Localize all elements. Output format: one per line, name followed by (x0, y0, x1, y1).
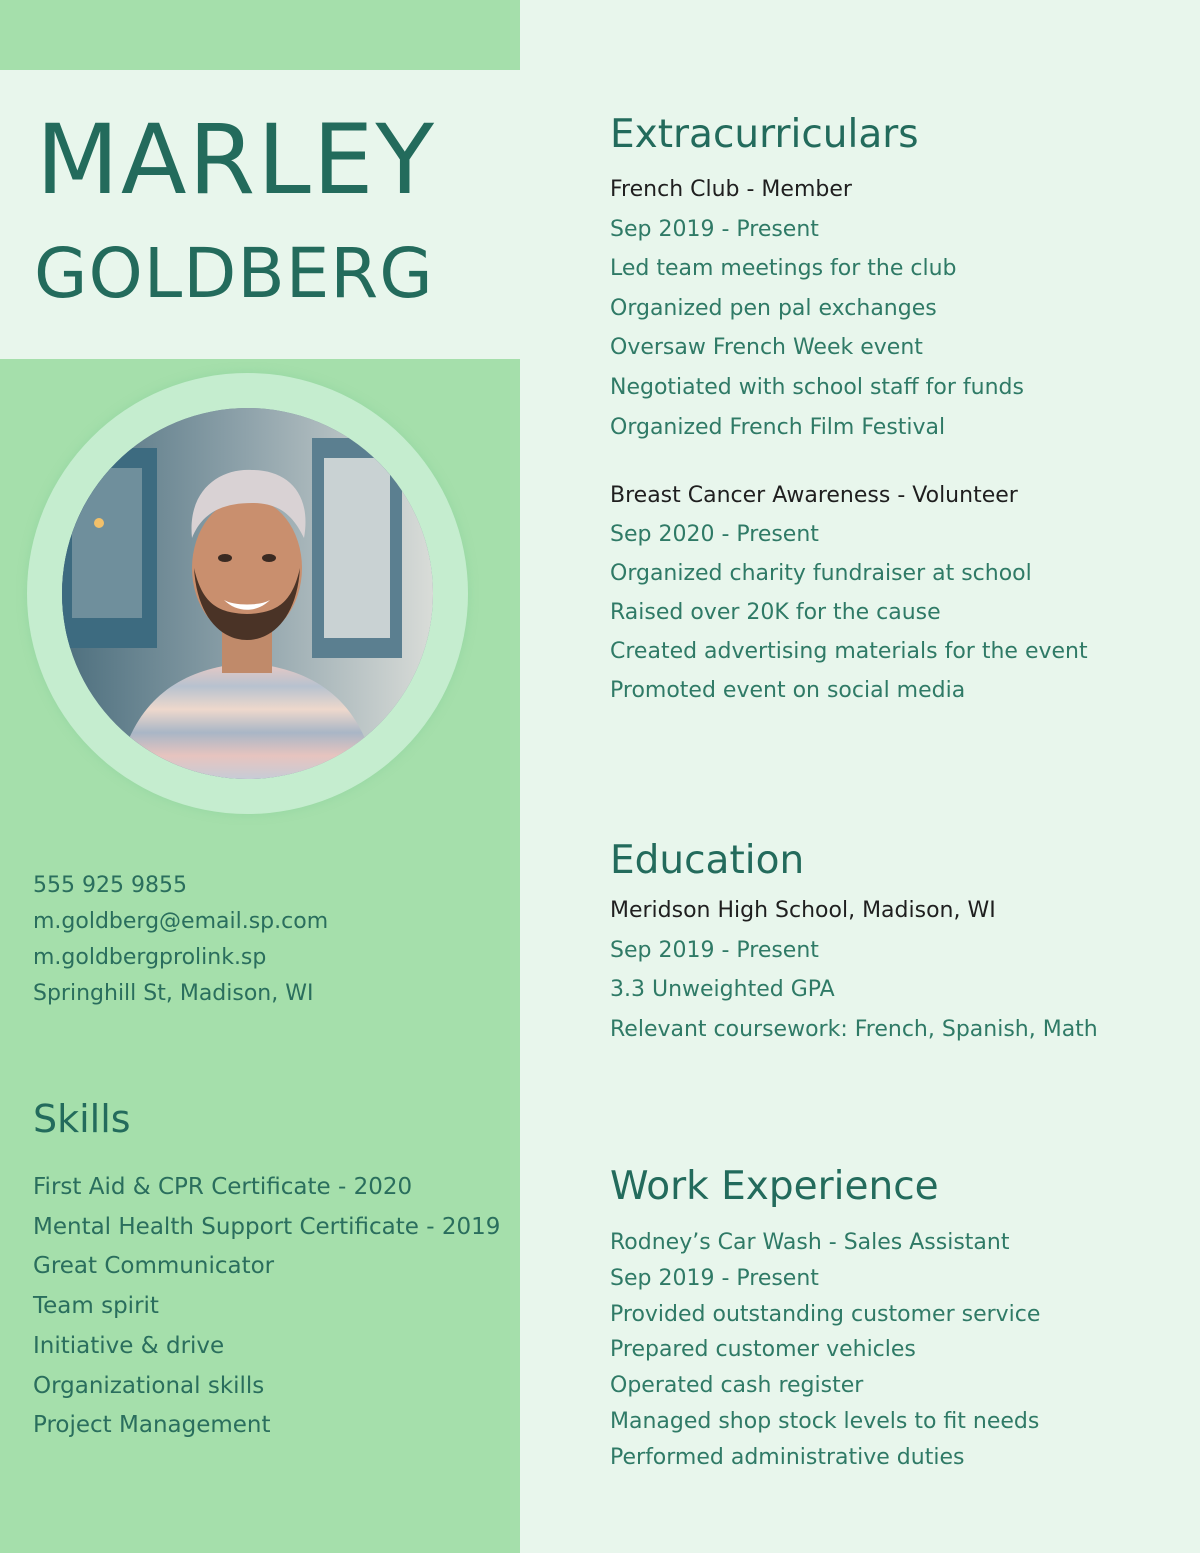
skill-item: Initiative & drive (33, 1332, 225, 1359)
entry-line: 3.3 Unweighted GPA (610, 977, 835, 1003)
extracurriculars-heading: Extracurriculars (610, 112, 919, 157)
entry-line: Managed shop stock levels to fit needs (610, 1408, 1040, 1434)
entry-line: Organized French Film Festival (610, 414, 946, 440)
profile-photo (62, 408, 433, 779)
entry-dates: Sep 2019 - Present (610, 937, 819, 963)
entry-line: Prepared customer vehicles (610, 1337, 916, 1363)
address: Springhill St, Madison, WI (33, 981, 314, 1006)
extracurricular-entry-french-club (610, 170, 1024, 447)
website: m.goldbergprolink.sp (33, 945, 267, 970)
contact-info (33, 868, 328, 1012)
entry-line: Oversaw French Week event (610, 335, 923, 361)
education-heading: Education (610, 838, 805, 883)
entry-line: Operated cash register (610, 1373, 864, 1399)
skill-item: Team spirit (33, 1293, 159, 1320)
entry-line: Promoted event on social media (610, 678, 966, 703)
education-entry (610, 891, 1098, 1049)
last-name: GOLDBERG (34, 234, 434, 314)
entry-dates: Sep 2020 - Present (610, 522, 819, 547)
entry-line: Organized pen pal exchanges (610, 295, 937, 321)
entry-line: Performed administrative duties (610, 1444, 965, 1470)
phone-number: 555 925 9855 (33, 873, 187, 898)
entry-line: Organized charity fundraiser at school (610, 561, 1032, 586)
skill-item: Project Management (33, 1412, 271, 1439)
entry-line: Led team meetings for the club (610, 256, 957, 282)
entry-heading: Breast Cancer Awareness - Volunteer (610, 483, 1018, 508)
profile-photo-illustration (62, 408, 433, 779)
work-entry (610, 1225, 1040, 1476)
entry-line: Negotiated with school staff for funds (610, 374, 1024, 400)
entry-dates: Sep 2019 - Present (610, 216, 819, 242)
entry-line: Provided outstanding customer service (610, 1301, 1041, 1327)
email-address: m.goldberg@email.sp.com (33, 909, 329, 934)
extracurricular-entry-volunteer (610, 476, 1088, 710)
entry-heading: Meridson High School, Madison, WI (610, 898, 996, 923)
entry-dates: Sep 2019 - Present (610, 1265, 819, 1291)
entry-heading: French Club - Member (610, 177, 852, 202)
first-name: MARLEY (36, 104, 436, 216)
skill-item: Organizational skills (33, 1372, 265, 1399)
skill-item: Mental Health Support Certificate - 2019 (33, 1213, 501, 1240)
skill-item: First Aid & CPR Certificate - 2020 (33, 1174, 413, 1200)
skill-item: Great Communicator (33, 1253, 275, 1280)
work-experience-heading: Work Experience (610, 1164, 939, 1209)
entry-line: Raised over 20K for the cause (610, 600, 941, 625)
skills-list (33, 1168, 500, 1446)
entry-line: Relevant coursework: French, Spanish, Math (610, 1016, 1098, 1042)
entry-heading: Rodney’s Car Wash - Sales Assistant (610, 1230, 1010, 1255)
entry-line: Created advertising materials for the event (610, 639, 1088, 664)
skills-heading: Skills (33, 1097, 131, 1141)
